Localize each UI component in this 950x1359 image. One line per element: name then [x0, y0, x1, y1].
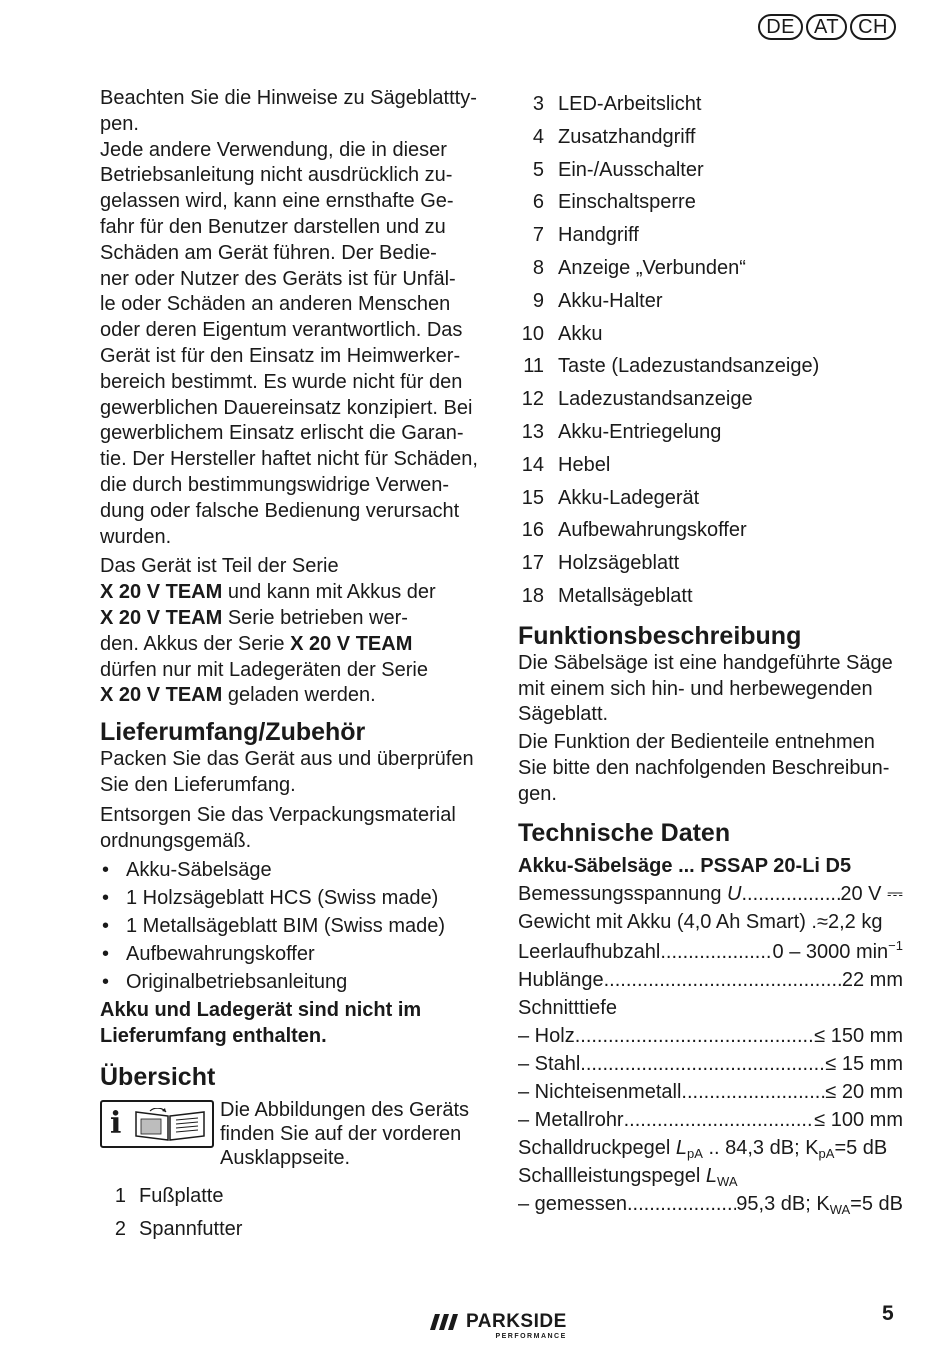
spec-voltage	[518, 880, 903, 908]
intro-line: fahr für den Benutzer darstellen und zu	[100, 215, 446, 238]
spec-value: ≤ 20 mm	[825, 1080, 903, 1103]
spec-metal-pipe	[518, 1106, 903, 1134]
brand-stripes-icon	[430, 1314, 458, 1330]
spec-label: – Stahl	[518, 1052, 581, 1075]
series-text: Serie betrieben wer-	[222, 606, 408, 629]
info-line: finden Sie auf der vorderen	[220, 1122, 462, 1145]
spec-value: ≤ 100 mm	[814, 1108, 903, 1131]
spec-cut-depth-label: Schnitttiefe	[518, 996, 617, 1019]
spec-value: ≈2,2 kg	[816, 910, 883, 933]
series-paragraph	[100, 554, 480, 709]
spec-symbol: L	[675, 1136, 687, 1159]
list-item: • Akku-Säbelsäge	[100, 856, 480, 884]
info-book-icon	[100, 1100, 214, 1148]
spec-subscript: WA	[829, 1201, 851, 1217]
series-line-1: Das Gerät ist Teil der Serie	[100, 555, 339, 578]
spec-sound-pressure	[518, 1134, 903, 1162]
part-number: 8	[532, 256, 544, 279]
scope-list	[100, 856, 480, 996]
part-item	[518, 547, 903, 580]
series-line-3	[100, 606, 480, 632]
intro-line: Jede andere Verwendung, die in dieser	[100, 138, 447, 161]
series-name: X 20 V TEAM	[100, 606, 223, 629]
part-item	[518, 154, 903, 187]
spec-label: – Holz	[518, 1024, 575, 1047]
section-heading-function: Funktionsbeschreibung	[518, 621, 802, 650]
part-label: Zusatzhandgriff	[558, 125, 696, 148]
section-heading-technical-data: Technische Daten	[518, 818, 731, 847]
part-item	[518, 383, 903, 416]
part-item	[518, 449, 903, 482]
part-label: LED-Arbeitslicht	[558, 93, 702, 115]
leader-dots	[627, 1190, 736, 1218]
scope-line: ordnungsgemäß.	[100, 829, 252, 852]
series-name: X 20 V TEAM	[100, 581, 223, 604]
part-number: 17	[521, 552, 544, 575]
spec-value: 22 mm	[841, 968, 903, 991]
part-item	[518, 121, 903, 154]
part-item	[518, 350, 903, 383]
info-line: Die Abbildungen des Geräts	[220, 1098, 470, 1121]
intro-line: gewerblichen Dauereinsatz konzipiert. Bei	[100, 396, 473, 419]
function-line: mit einem sich hin- und herbewegenden	[518, 677, 873, 700]
series-text: und kann mit Akkus der	[222, 581, 436, 604]
part-item	[518, 219, 903, 252]
part-number: 18	[521, 584, 544, 607]
spec-value: =5 dB	[834, 1136, 888, 1159]
part-item	[100, 1180, 480, 1213]
part-number: 15	[521, 486, 544, 509]
function-line: Die Säbelsäge ist eine handgeführte Säge	[518, 651, 893, 674]
part-label: Ladezustandsanzeige	[558, 388, 753, 411]
part-item	[518, 482, 903, 515]
spec-subscript: pA	[687, 1145, 703, 1161]
intro-line: dung oder falsche Bedienung verursacht	[100, 499, 460, 522]
spec-nonferrous	[518, 1078, 903, 1106]
language-badge-ch: CH	[850, 14, 896, 40]
function-line: Sie bitte den nachfolgenden Beschreibun-	[518, 756, 890, 779]
scope-paragraph-1	[100, 747, 480, 799]
part-label: Akku-Entriegelung	[558, 420, 722, 443]
spec-value: 0 – 3000 min	[772, 940, 889, 963]
part-number: 7	[532, 224, 544, 247]
language-badge-de: DE	[758, 14, 803, 40]
spec-symbol: U	[727, 882, 742, 905]
spec-steel	[518, 1050, 903, 1078]
open-book-icon	[132, 1108, 208, 1142]
part-number: 5	[532, 158, 544, 181]
list-item: • 1 Holzsägeblatt HCS (Swiss made)	[100, 884, 480, 912]
page-number: 5	[882, 1302, 894, 1325]
intro-paragraph	[100, 86, 480, 550]
section-heading-scope: Lieferumfang/Zubehör	[100, 718, 366, 747]
function-paragraph-2	[518, 730, 903, 807]
info-line: Ausklappseite.	[220, 1146, 351, 1169]
scope-line: Sie den Lieferumfang.	[100, 773, 296, 796]
part-number: 3	[532, 93, 544, 115]
part-label: Handgriff	[558, 224, 639, 247]
right-column	[518, 86, 903, 1218]
function-line: Sägeblatt.	[518, 703, 609, 726]
battery-note-line: Akku und Ladegerät sind nicht im	[100, 999, 422, 1022]
spec-exponent: −1	[888, 937, 903, 953]
spec-wood	[518, 1022, 903, 1050]
intro-line: oder deren Eigentum verantwortlich. Das	[100, 319, 463, 342]
leader-dots	[681, 1078, 825, 1106]
spec-label: Gewicht mit Akku (4,0 Ah Smart) .	[518, 910, 817, 933]
info-note	[100, 1098, 480, 1170]
part-label: Taste (Ladezustandsanzeige)	[558, 355, 820, 378]
intro-line: Betriebsanleitung nicht ausdrücklich zu-	[100, 164, 453, 187]
intro-line: wurden.	[100, 525, 172, 548]
spec-label: Schallleistungspegel	[518, 1164, 706, 1187]
intro-line: ner oder Nutzer des Geräts ist für Unfäl-	[100, 267, 456, 290]
battery-note-line: Lieferumfang enthalten.	[100, 1025, 327, 1048]
spec-value: .. 84,3 dB; K	[702, 1136, 819, 1159]
parts-list-left	[100, 1180, 480, 1246]
part-label: Akku-Ladegerät	[558, 486, 700, 509]
spec-measured	[518, 1190, 903, 1218]
series-name: X 20 V TEAM	[290, 632, 413, 655]
spec-value: 20 V ⎓	[840, 882, 903, 905]
part-number: 12	[521, 388, 544, 411]
spec-label: Leerlaufhubzahl	[518, 940, 661, 963]
part-item	[518, 252, 903, 285]
series-line-4	[100, 632, 480, 658]
part-label: Holzsägeblatt	[558, 552, 680, 575]
part-label: Einschaltsperre	[558, 191, 696, 214]
series-text: geladen werden.	[222, 684, 376, 707]
part-label: Spannfutter	[139, 1217, 243, 1240]
scope-line: Packen Sie das Gerät aus und überprüfen	[100, 748, 474, 771]
battery-note	[100, 998, 480, 1050]
list-item: • Aufbewahrungskoffer	[100, 940, 480, 968]
spec-label: – Nichteisenmetall	[518, 1080, 682, 1103]
part-number: 13	[521, 420, 544, 443]
part-number: 2	[114, 1217, 126, 1240]
parts-list-right	[518, 88, 903, 613]
series-name: X 20 V TEAM	[100, 684, 223, 707]
part-item	[518, 514, 903, 547]
part-label: Akku-Halter	[558, 289, 663, 312]
section-heading-overview: Übersicht	[100, 1062, 216, 1091]
part-label: Anzeige „Verbunden“	[558, 256, 746, 279]
spec-label: – Metallrohr	[518, 1108, 624, 1131]
part-item	[518, 186, 903, 219]
spec-label: Hublänge	[518, 968, 604, 991]
brand-name: PARKSIDE	[466, 1311, 567, 1332]
spec-value: 95,3 dB; K	[736, 1192, 830, 1215]
intro-line: Schäden am Gerät führen. Der Bedie-	[100, 241, 437, 264]
intro-line: le oder Schäden an anderen Menschen	[100, 293, 451, 316]
intro-line: Gerät ist für den Einsatz im Heimwerker-	[100, 344, 461, 367]
leader-dots	[624, 1106, 815, 1134]
part-label: Akku	[558, 322, 603, 345]
series-line-6	[100, 683, 480, 709]
spec-label: Schalldruckpegel	[518, 1136, 676, 1159]
language-badge-at: AT	[806, 14, 847, 40]
leader-dots	[604, 966, 842, 994]
part-number: 9	[532, 289, 544, 312]
spec-label: – gemessen	[518, 1192, 627, 1215]
spec-symbol: L	[705, 1164, 718, 1187]
part-label: Fußplatte	[139, 1184, 224, 1207]
part-item	[100, 1213, 480, 1246]
brand-logo	[430, 1312, 567, 1341]
part-item	[518, 416, 903, 449]
part-number: 11	[523, 355, 544, 378]
part-number: 10	[521, 322, 544, 345]
list-item: • Originalbetriebsanleitung	[100, 968, 480, 996]
part-item	[518, 285, 903, 318]
intro-line: Beachten Sie die Hinweise zu Sägeblattty-	[100, 87, 477, 109]
leader-dots	[742, 880, 841, 908]
part-item	[518, 318, 903, 351]
spec-value: ≤ 15 mm	[825, 1052, 903, 1075]
part-number: 6	[532, 191, 544, 214]
spec-subscript: pA	[818, 1145, 835, 1161]
list-item: • 1 Metallsägeblatt BIM (Swiss made)	[100, 912, 480, 940]
technical-data-subheading: Akku-Säbelsäge ... PSSAP 20-Li D5	[518, 854, 852, 877]
leader-dots	[580, 1050, 825, 1078]
part-number: 14	[521, 453, 544, 476]
leader-dots	[575, 1022, 815, 1050]
spec-label: Bemessungsspannung	[518, 882, 728, 905]
scope-line: Entsorgen Sie das Verpackungsmaterial	[100, 803, 456, 826]
part-item	[518, 88, 903, 121]
spec-idle-speed	[518, 938, 903, 966]
spec-sound-power	[518, 1162, 903, 1190]
scope-paragraph-2	[100, 803, 480, 855]
part-label: Ein-/Ausschalter	[558, 158, 704, 181]
part-number: 4	[532, 125, 544, 148]
spec-value: ≤ 150 mm	[814, 1024, 903, 1047]
intro-line: bereich bestimmt. Es wurde nicht für den	[100, 370, 463, 393]
spec-value: =5 dB	[850, 1192, 903, 1215]
info-i-icon: i	[110, 1105, 122, 1141]
intro-line: die durch bestimmungswidrige Verwen-	[100, 473, 450, 496]
language-badges	[758, 14, 896, 40]
part-label: Metallsägeblatt	[558, 584, 693, 607]
intro-line: tie. Der Hersteller haftet nicht für Schäden,	[100, 448, 478, 471]
part-label: Aufbewahrungskoffer	[558, 519, 747, 542]
series-text: den. Akkus der Serie	[100, 632, 291, 655]
spec-stroke	[518, 966, 903, 994]
left-column	[100, 84, 480, 1246]
intro-line: pen.	[100, 112, 139, 135]
part-number: 16	[521, 519, 544, 542]
part-item	[518, 580, 903, 613]
part-label: Hebel	[558, 453, 611, 476]
function-paragraph-1	[518, 651, 903, 728]
info-text	[220, 1098, 469, 1170]
brand-subline: PERFORMANCE	[495, 1333, 567, 1340]
series-line-5: dürfen nur mit Ladegeräten der Serie	[100, 658, 428, 681]
function-line: Die Funktion der Bedienteile entnehmen	[518, 731, 875, 754]
function-line: gen.	[518, 782, 557, 805]
spec-weight	[518, 908, 903, 936]
intro-line: gelassen wird, kann eine ernsthafte Ge-	[100, 190, 454, 213]
series-line-2	[100, 580, 480, 606]
part-number: 1	[114, 1184, 126, 1207]
intro-line: gewerblichem Einsatz erlischt die Garan-	[100, 422, 464, 445]
leader-dots	[660, 938, 772, 966]
spec-subscript: WA	[717, 1173, 738, 1189]
